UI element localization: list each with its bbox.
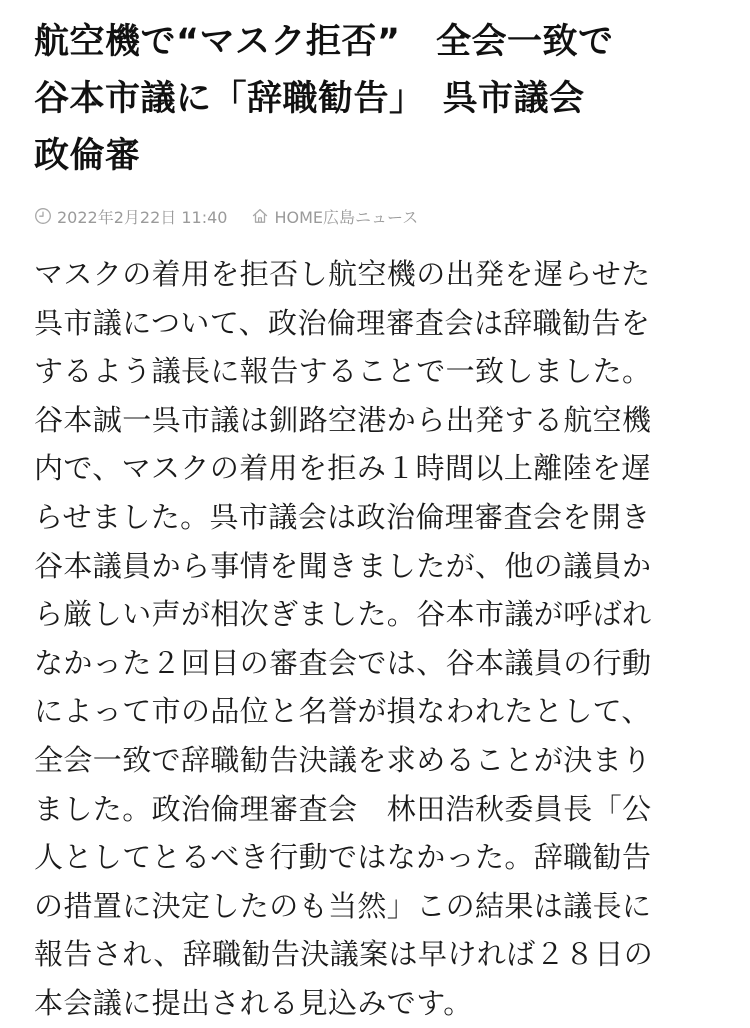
body-line: マスクの着用を拒否し航空機の出発を遅らせた	[34, 257, 651, 291]
article-meta	[34, 202, 724, 230]
timestamp	[34, 205, 227, 228]
body-line: ら厳しい声が相次ぎました。谷本市議が呼ばれ	[34, 597, 652, 632]
headline-line: 谷本市議に「辞職勧告」 呉市議会	[34, 79, 585, 119]
article	[34, 0, 724, 1028]
body-line: 本会議に提出される見込みです。	[34, 985, 473, 1020]
body-line: なかった２回目の審査会では、谷本議員の行動	[34, 645, 652, 680]
body-line: らせました。呉市議会は政治倫理審査会を開き	[34, 499, 651, 534]
home-icon	[251, 207, 269, 225]
body-line: によって市の品位と名誉が損なわれたとして、	[34, 694, 651, 729]
body-line: 谷本議員から事情を聞きましたが、他の議員か	[34, 548, 652, 583]
headline-line: 政倫審	[34, 136, 141, 176]
body-line: ました。政治倫理審査会 林田浩秋委員長「公	[34, 791, 652, 826]
source-name[interactable]: HOME広島ニュース	[274, 207, 419, 227]
headline-line: 航空機で“マスク拒否” 全会一致で	[34, 22, 614, 62]
body-line: 報告され、辞職勧告決議案は早ければ２８日の	[34, 937, 654, 972]
body-line: 内で、マスクの着用を拒み１時間以上離陸を遅	[34, 451, 651, 486]
source-link[interactable]	[251, 205, 418, 228]
article-body	[34, 250, 724, 1028]
body-line: の措置に決定したのも当然」この結果は議長に	[34, 888, 652, 923]
body-line: 谷本誠一呉市議は釧路空港から出発する航空機	[34, 402, 652, 437]
timestamp-text: 2022年2月22日 11:40	[57, 207, 228, 227]
body-line: 人としてとるべき行動ではなかった。辞職勧告	[34, 840, 652, 875]
body-line: 呉市議について、政治倫理審査会は辞職勧告を	[34, 305, 651, 340]
clock-icon	[34, 207, 52, 225]
article-headline	[34, 0, 724, 185]
body-line: するよう議長に報告することで一致しました。	[34, 354, 652, 389]
body-line: 全会一致で辞職勧告決議を求めることが決まり	[34, 742, 652, 777]
